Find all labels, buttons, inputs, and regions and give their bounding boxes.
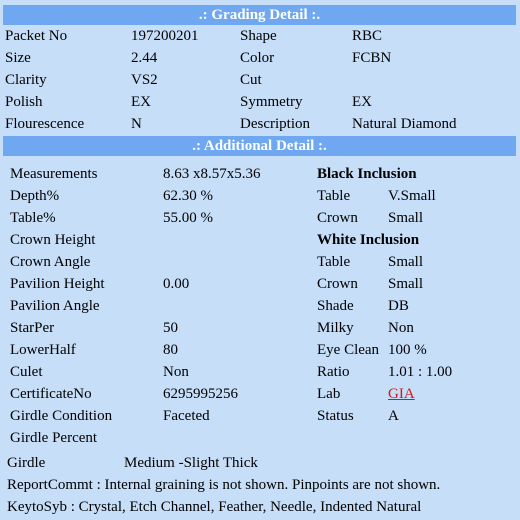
report-comment: ReportCommt : Internal graining is not shown. Pinpoints are not shown.	[7, 477, 441, 493]
white-inclusion-crown-value: Small	[388, 276, 424, 292]
girdle-label: Girdle	[7, 455, 46, 471]
status-value: A	[388, 408, 399, 424]
table-percent-label: Table%	[10, 210, 56, 226]
white-inclusion-heading: White Inclusion	[317, 232, 420, 248]
ratio-value: 1.01 : 1.00	[388, 364, 453, 380]
color-label: Color	[240, 50, 275, 66]
shade-label: Shade	[317, 298, 354, 314]
lower-half-label: LowerHalf	[10, 342, 76, 358]
clarity-value: VS2	[131, 72, 158, 88]
certificate-no-label: CertificateNo	[10, 386, 92, 402]
additional-detail-header: .: Additional Detail :.	[3, 136, 516, 156]
status-label: Status	[317, 408, 354, 424]
lab-gia-link[interactable]: GIA	[388, 386, 415, 402]
crown-angle-label: Crown Angle	[10, 254, 91, 270]
table-percent-value: 55.00 %	[163, 210, 213, 226]
packet-no-label: Packet No	[5, 28, 68, 44]
measurements-value: 8.63 x8.57x5.36	[163, 166, 261, 182]
white-inclusion-table-label: Table	[317, 254, 351, 270]
depth-value: 62.30 %	[163, 188, 213, 204]
clarity-label: Clarity	[5, 72, 47, 88]
ratio-label: Ratio	[317, 364, 350, 380]
measurements-label: Measurements	[10, 166, 98, 182]
white-inclusion-crown-label: Crown	[317, 276, 358, 292]
pavilion-angle-label: Pavilion Angle	[10, 298, 100, 314]
flourescence-label: Flourescence	[5, 116, 85, 132]
white-inclusion-table-value: Small	[388, 254, 424, 270]
shape-value: RBC	[352, 28, 383, 44]
polish-value: EX	[131, 94, 151, 110]
black-inclusion-table-value: V.Small	[388, 188, 436, 204]
lab-label: Lab	[317, 386, 341, 402]
black-inclusion-table-label: Table	[317, 188, 351, 204]
black-inclusion-crown-value: Small	[388, 210, 424, 226]
size-value: 2.44	[131, 50, 158, 66]
shape-label: Shape	[240, 28, 277, 44]
milky-value: Non	[388, 320, 414, 336]
black-inclusion-crown-label: Crown	[317, 210, 358, 226]
packet-no-value: 197200201	[131, 28, 199, 44]
cut-label: Cut	[240, 72, 262, 88]
culet-value: Non	[163, 364, 189, 380]
symmetry-value: EX	[352, 94, 372, 110]
depth-label: Depth%	[10, 188, 60, 204]
flourescence-value: N	[131, 116, 142, 132]
girdle-percent-label: Girdle Percent	[10, 430, 98, 446]
pavilion-height-value: 0.00	[163, 276, 190, 292]
certificate-no-value: 6295995256	[163, 386, 238, 402]
crown-height-label: Crown Height	[10, 232, 96, 248]
key-to-symbols: KeytoSyb : Crystal, Etch Channel, Feather, Needle, Indented Natural	[7, 499, 422, 515]
culet-label: Culet	[10, 364, 43, 380]
description-label: Description	[240, 116, 310, 132]
polish-label: Polish	[5, 94, 43, 110]
eye-clean-value: 100 %	[388, 342, 427, 358]
star-per-label: StarPer	[10, 320, 55, 336]
star-per-value: 50	[163, 320, 178, 336]
milky-label: Milky	[317, 320, 354, 336]
eye-clean-label: Eye Clean	[317, 342, 380, 358]
symmetry-label: Symmetry	[240, 94, 303, 110]
color-value: FCBN	[352, 50, 392, 66]
description-value: Natural Diamond	[352, 116, 457, 132]
grading-detail-header: .: Grading Detail :.	[3, 5, 516, 25]
girdle-value: Medium -Slight Thick	[124, 455, 258, 471]
girdle-condition-value: Faceted	[163, 408, 210, 424]
girdle-condition-label: Girdle Condition	[10, 408, 113, 424]
lower-half-value: 80	[163, 342, 178, 358]
black-inclusion-heading: Black Inclusion	[317, 166, 417, 182]
pavilion-height-label: Pavilion Height	[10, 276, 105, 292]
shade-value: DB	[388, 298, 409, 314]
size-label: Size	[5, 50, 31, 66]
